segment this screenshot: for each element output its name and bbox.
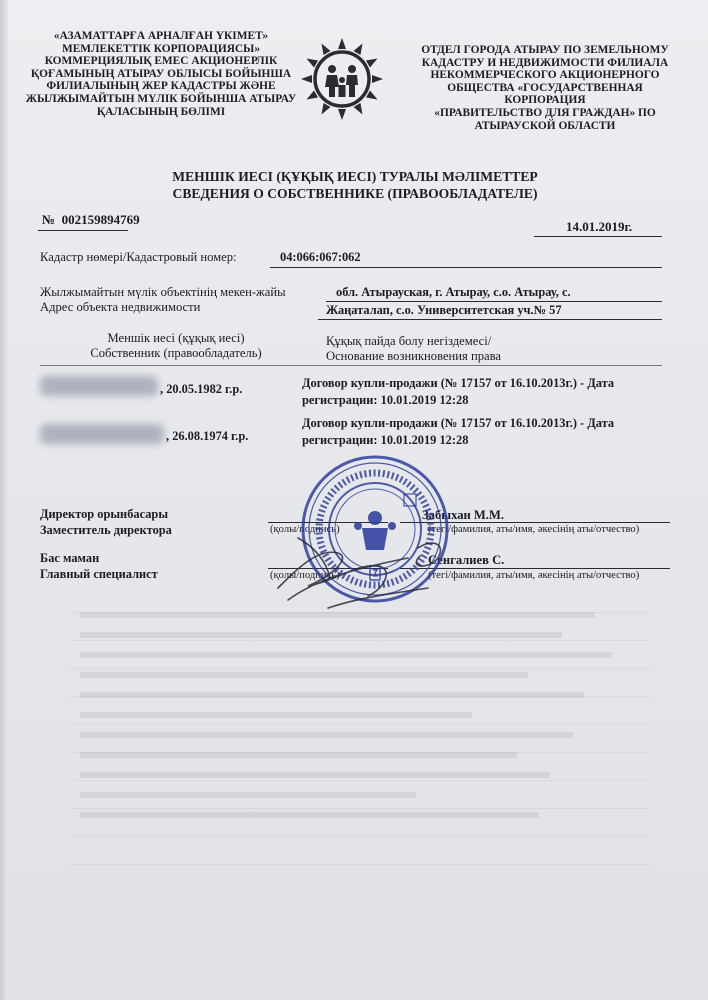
- header-right-line: «ПРАВИТЕЛЬСТВО ДЛЯ ГРАЖДАН» ПО: [434, 106, 656, 119]
- signatory-2-name-caption: (тегі/фамилия, аты/имя, әкесінің аты/отчество): [428, 570, 640, 581]
- header-left-line: МЕМЛЕКЕТТІК КОРПОРАЦИЯСЫ»: [61, 42, 261, 55]
- basis-row-1: [302, 375, 614, 409]
- header-right-line: НЕКОММЕРЧЕСКОГО АКЦИОНЕРНОГО: [430, 69, 660, 82]
- header-right-line: КАДАСТРУ И НЕДВИЖИМОСТИ ФИЛИАЛА: [421, 56, 669, 69]
- number-value: 002159894769: [61, 212, 140, 227]
- title-ru: СВЕДЕНИЯ О СОБСТВЕННИКЕ (ПРАВООБЛАДАТЕЛЕ): [172, 186, 538, 201]
- address-line-2: Жаңаталап, с.о. Университетская уч.№ 57: [326, 303, 562, 317]
- basis-row-1-line-2: регистрации: 10.01.2019 12:28: [302, 393, 469, 407]
- basis-row-2: [302, 415, 614, 449]
- redacted-owner-name: [40, 424, 164, 444]
- signatory-1-role: [40, 506, 172, 538]
- title-kz: МЕНШІК ИЕСІ (ҚҰҚЫҚ ИЕСІ) ТУРАЛЫ МӘЛІМЕТТЕР: [172, 169, 538, 184]
- header-right-ru: [410, 44, 680, 132]
- document-date: 14.01.2019г.: [566, 219, 633, 234]
- address-label-kz: Жылжымайтын мүлік объектінің мекен-жайы: [40, 285, 286, 299]
- signatory-1-role-kz: Директор орынбасары: [40, 507, 169, 521]
- signatory-1-name-caption: (тегі/фамилия, аты/имя, әкесінің аты/отчество): [428, 524, 640, 535]
- date-underline: [534, 236, 662, 237]
- header-right-line: ОТДЕЛ ГОРОДА АТЫРАУ ПО ЗЕМЕЛЬНОМУ: [421, 44, 669, 56]
- owner-birthdate-1: , 20.05.1982 г.р.: [160, 382, 243, 396]
- header-left-line: ФИЛИАЛЫНЫҢ ЖЕР КАДАСТРЫ ЖӘНЕ: [46, 80, 276, 93]
- signatory-2-name: Сенгалиев С.: [428, 553, 505, 567]
- header-left-line: ҚАЛАСЫНЫҢ БӨЛІМІ: [96, 105, 226, 118]
- basis-header-kz: Құқық пайда болу негіздемесі/: [326, 334, 492, 348]
- cadastral-value: 04:066:067:062: [280, 250, 361, 264]
- redacted-owner-name: [40, 376, 158, 396]
- address-label-ru: Адрес объекта недвижимости: [40, 300, 201, 314]
- basis-column-header: [326, 334, 501, 364]
- cadastral-label: Кадастр нөмері/Кадастровый номер:: [40, 250, 237, 264]
- signatory-1-name: Забыхан М.М.: [422, 508, 504, 522]
- header-left-line: ҚОҒАМЫНЫҢ АТЫРАУ ОБЛЫСЫ БОЙЫНША: [30, 67, 292, 80]
- signatory-1-role-ru: Заместитель директора: [40, 523, 172, 537]
- sun-family-emblem-icon: [300, 36, 384, 122]
- basis-row-1-line-1: Договор купли-продажи (№ 17157 от 16.10.2013г.) - Дата: [302, 376, 615, 390]
- basis-row-2-line-2: регистрации: 10.01.2019 12:28: [302, 433, 469, 447]
- number-underline: [38, 230, 128, 231]
- header-left-line: «АЗАМАТТАРҒА АРНАЛҒАН ҮКІМЕТ»: [53, 30, 269, 42]
- header-right-line: ОБЩЕСТВА «ГОСУДАРСТВЕННАЯ КОРПОРАЦИЯ: [447, 81, 643, 107]
- basis-header-ru: Основание возникновения права: [326, 349, 501, 363]
- owner-header-kz: Меншік иесі (құқық иесі): [107, 331, 245, 345]
- signatory-2-role: [40, 550, 158, 582]
- page-edge-shadow: [0, 0, 8, 1000]
- header-left-line: ЖЫЛЖЫМАЙТЫН МҮЛІК БОЙЫНША АТЫРАУ: [25, 92, 297, 105]
- number-label: №: [42, 212, 56, 227]
- signatory-2-role-ru: Главный специалист: [40, 567, 158, 581]
- signatory-2-role-kz: Бас маман: [40, 551, 100, 565]
- owner-header-ru: Собственник (правообладатель): [90, 346, 262, 360]
- signatory-2-sign-caption: (қолы/подпись): [270, 570, 340, 581]
- address-line-1: обл. Атырауская, г. Атырау, с.о. Атырау, с.: [336, 285, 571, 299]
- header-left-line: КОММЕРЦИЯЛЫҚ ЕМЕС АКЦИОНЕРЛІК: [44, 55, 278, 68]
- table-header-divider: [40, 365, 662, 366]
- cadastral-underline: [270, 267, 662, 268]
- basis-row-2-line-1: Договор купли-продажи (№ 17157 от 16.10.2013г.) - Дата: [302, 416, 615, 430]
- document-title: [60, 168, 650, 202]
- header-right-line: АТЫРАУСКОЙ ОБЛАСТИ: [474, 119, 616, 132]
- address-underline-2: [318, 319, 662, 320]
- owner-column-header: [40, 331, 312, 361]
- bleed-through-area: [80, 600, 640, 900]
- header-left-kz: [22, 30, 300, 118]
- signatory-1-sign-caption: (қолы/подпись): [270, 524, 340, 535]
- owner-birthdate-2: , 26.08.1974 г.р.: [166, 429, 249, 443]
- document-number: [42, 212, 140, 228]
